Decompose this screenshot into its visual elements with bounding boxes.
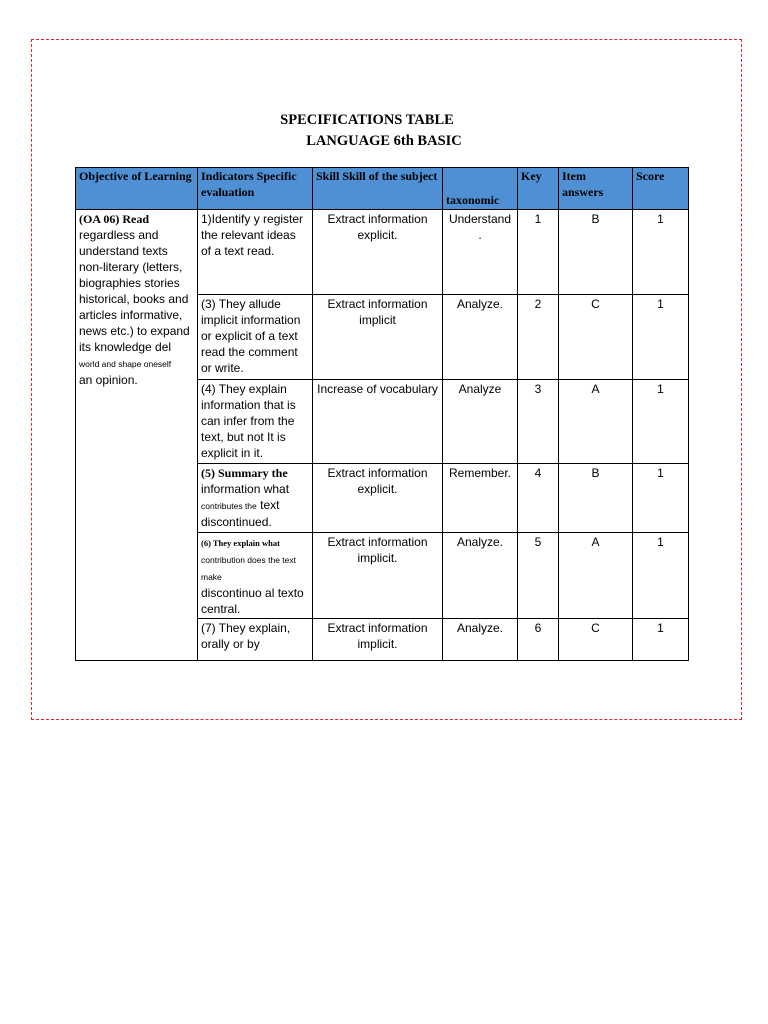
score-cell: 1 — [633, 619, 689, 661]
objective-end-text: an opinion. — [79, 373, 138, 387]
answer-cell: B — [559, 210, 633, 295]
header-objective: Objective of Learning — [76, 168, 198, 210]
skill-cell: Extract information explicit. — [313, 210, 443, 295]
key-cell: 5 — [518, 533, 559, 619]
score-cell: 1 — [633, 464, 689, 533]
key-cell: 1 — [518, 210, 559, 295]
indicator-small-text: contributes the — [201, 501, 257, 511]
document-subtitle: LANGUAGE 6th BASIC — [306, 133, 462, 149]
header-item-answers: Item answers — [559, 168, 633, 210]
header-taxonomic: taxonomic — [443, 168, 518, 210]
score-cell: 1 — [633, 380, 689, 464]
objective-small-text: world and shape oneself — [79, 359, 172, 369]
skill-cell: Extract information implicit — [313, 295, 443, 380]
indicator-cell: (7) They explain, orally or by — [198, 619, 313, 661]
answer-cell: A — [559, 533, 633, 619]
header-skill: Skill Skill of the subject — [313, 168, 443, 210]
key-cell: 2 — [518, 295, 559, 380]
taxonomic-cell: Analyze — [443, 380, 518, 464]
answer-cell: A — [559, 380, 633, 464]
score-cell: 1 — [633, 210, 689, 295]
taxonomic-cell: Remember. — [443, 464, 518, 533]
table-row — [76, 210, 689, 295]
answer-cell: B — [559, 464, 633, 533]
score-cell: 1 — [633, 533, 689, 619]
indicator-small-text: contribution does the text make — [201, 555, 296, 582]
taxonomic-cell: Analyze. — [443, 619, 518, 661]
indicator-cell: (4) They explain information that is can infer from the text, but not It is explicit in it. — [198, 380, 313, 464]
skill-cell: Increase of vocabulary — [313, 380, 443, 464]
specifications-table — [75, 167, 689, 661]
answer-cell: C — [559, 295, 633, 380]
skill-cell: Extract information implicit. — [313, 619, 443, 661]
indicator-end-text: text discontinued. — [201, 498, 280, 529]
table-header-row — [76, 168, 689, 210]
indicator-bold-text: (5) Summary the — [201, 466, 288, 480]
key-cell: 3 — [518, 380, 559, 464]
header-key: Key — [518, 168, 559, 210]
header-score: Score — [633, 168, 689, 210]
answer-cell: C — [559, 619, 633, 661]
taxonomic-cell: Analyze. — [443, 533, 518, 619]
key-cell: 4 — [518, 464, 559, 533]
indicator-cell — [198, 464, 313, 533]
skill-cell: Extract information explicit. — [313, 464, 443, 533]
objective-code: (OA 06) Read — [79, 212, 149, 226]
header-indicators: Indicators Specific evaluation — [198, 168, 313, 210]
objective-text: regardless and understand texts non-literary (letters, biographies stories historical, books and articles informative, news etc.) to expand its knowledge del — [79, 228, 190, 354]
score-cell: 1 — [633, 295, 689, 380]
skill-cell: Extract information implicit. — [313, 533, 443, 619]
taxonomic-cell: Understand . — [443, 210, 518, 295]
document-title: SPECIFICATIONS TABLE — [280, 112, 454, 128]
indicator-cell: 1)Identify y register the relevant ideas of a text read. — [198, 210, 313, 295]
objective-cell — [76, 210, 198, 661]
indicator-cell: (3) They allude implicit information or explicit of a text read the comment or write. — [198, 295, 313, 380]
indicator-bold-text: (6) They explain what — [201, 538, 280, 548]
taxonomic-cell: Analyze. — [443, 295, 518, 380]
indicator-cell — [198, 533, 313, 619]
key-cell: 6 — [518, 619, 559, 661]
indicator-text: discontinuo al texto central. — [201, 586, 304, 616]
indicator-text: information what — [201, 482, 290, 496]
